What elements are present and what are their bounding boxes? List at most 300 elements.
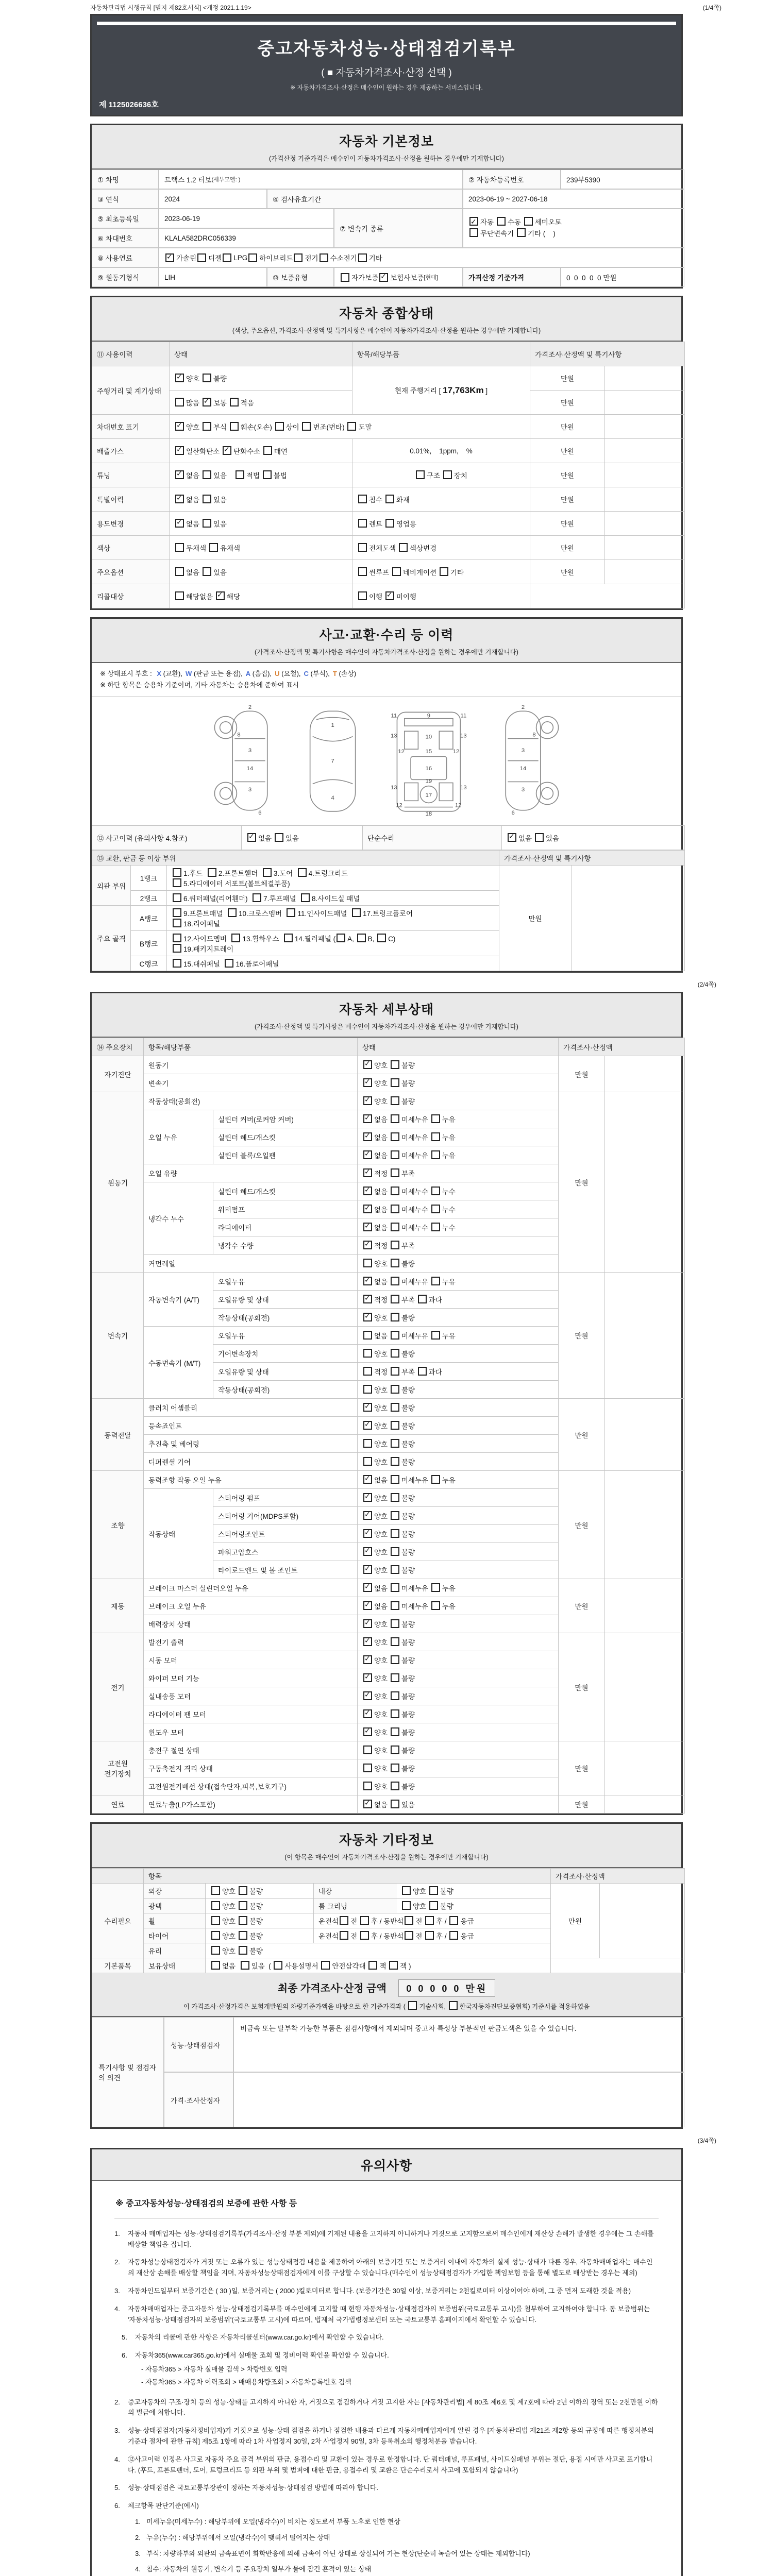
checkbox[interactable] [449,1931,458,1940]
table-cell: 고전원전기배선 상태(접속단자,피복,보호기구) [144,1777,358,1795]
checkbox[interactable] [363,1150,372,1159]
table-cell: ✓ 없음 미세누수 누수 [358,1200,559,1218]
checkbox[interactable] [469,217,478,226]
table-cell: ✓ 양호 불량 [358,1543,559,1561]
checkbox[interactable] [391,1637,399,1646]
checkbox[interactable] [239,1901,247,1910]
checkbox[interactable] [363,1655,372,1664]
value-transmission [463,209,684,248]
checkbox[interactable] [363,1764,372,1772]
checkbox[interactable] [402,1886,411,1895]
checkbox[interactable] [263,470,272,479]
table-cell [605,366,685,391]
table-cell: 만원 [530,512,605,536]
checkbox[interactable] [340,1931,348,1940]
table-cell: 만원 [499,866,572,971]
checkbox[interactable] [391,1331,399,1340]
checkbox[interactable] [175,374,184,382]
checkbox[interactable] [363,1637,372,1646]
checkbox[interactable] [497,217,506,226]
checkbox[interactable] [363,1313,372,1321]
detail-status-header [92,993,681,1038]
checkbox[interactable] [223,446,231,455]
checkbox[interactable] [363,1727,372,1736]
checkbox[interactable] [391,1745,399,1754]
checkbox[interactable] [402,1901,411,1910]
checkbox[interactable] [358,591,367,600]
checkbox[interactable] [211,1961,220,1970]
checkbox[interactable] [431,1331,440,1340]
table-cell: 배력장치 상태 [144,1615,358,1633]
checkbox[interactable] [379,273,388,282]
checkbox[interactable] [360,1916,369,1925]
checkbox[interactable] [274,1961,282,1970]
etc-info-table [92,1868,681,1973]
table-cell [572,866,685,971]
table-cell: 배출가스 [92,439,170,463]
checkbox[interactable] [340,1916,348,1925]
checkbox[interactable] [392,567,401,576]
legend-description: (손상) [337,670,357,677]
checkbox[interactable] [429,1901,438,1910]
checkbox[interactable] [203,519,211,528]
checkbox[interactable] [225,959,233,968]
table-header-cell: 가격조사·산정액 및 특기사항 [499,851,685,866]
checkbox[interactable] [337,934,345,942]
checkbox[interactable] [363,1259,372,1267]
table-cell: 실린더 헤드/개스킷 [213,1128,358,1146]
notice-number: 3. [114,2286,120,2295]
checkbox[interactable] [203,470,211,479]
checkbox[interactable] [416,470,425,479]
checkbox[interactable] [239,1916,247,1925]
checkbox[interactable] [391,1529,399,1538]
checkbox[interactable] [363,1619,372,1628]
diagram-panel-number: 13 [460,733,467,739]
table-cell: 작동상태(공회전) [213,1309,358,1327]
checkbox[interactable] [298,868,307,877]
checkbox[interactable] [391,1709,399,1718]
table-cell [605,1471,685,1579]
table-header-cell: 상태 [358,1038,559,1056]
checkbox[interactable] [302,422,311,431]
table-cell: 보유상태 [144,1958,206,1973]
checkbox[interactable] [449,1916,458,1925]
checkbox[interactable] [391,1619,399,1628]
etc-info-section [90,1822,683,2129]
checkbox[interactable] [363,1601,372,1610]
checkbox[interactable] [363,1078,372,1087]
checkbox[interactable] [363,1403,372,1412]
checkbox[interactable] [391,1367,399,1376]
checkbox[interactable] [363,1583,372,1592]
table-header-cell: 항목/해당부품 [144,1038,358,1056]
table-cell: ✓ 없음 미세누유 누유 [358,1128,559,1146]
checkbox[interactable] [363,1709,372,1718]
checkbox[interactable] [263,868,272,877]
checkbox[interactable] [223,253,231,262]
checkbox[interactable] [363,1277,372,1285]
table-cell: 만원 [530,391,605,415]
checkbox[interactable] [391,1691,399,1700]
checkbox[interactable] [391,1547,399,1556]
checkbox[interactable] [391,1241,399,1249]
checkbox[interactable] [363,1367,372,1376]
table-cell: 스티어링조인트 [213,1525,358,1543]
dark-header [92,15,681,115]
checkbox[interactable] [391,1385,399,1394]
table-cell: 만원 [530,560,605,584]
section-subtitle: (가격조사·산정액 및 특기사항은 매수인이 자동차가격조사·산정을 원하는 경우에만 기재합니다) [255,649,518,656]
checkbox[interactable] [391,1673,399,1682]
checkbox[interactable] [391,1349,399,1358]
checkbox[interactable] [391,1511,399,1520]
notice-text: 자동차의 리콜에 관한 사항은 자동차리콜센터(www.car.go.kr)에서 확인할 수 있습니다. [135,2333,384,2342]
checkbox[interactable] [173,944,181,953]
checkbox[interactable] [425,1931,434,1940]
diagram-panel-number: 10 [425,734,432,740]
table-cell: 렌트 영업용 [352,512,530,536]
checkbox[interactable] [211,1931,220,1940]
legend-symbol: X [157,670,161,677]
final-price-band [92,1973,681,2017]
checkbox[interactable] [173,893,181,902]
checkbox[interactable] [352,908,361,917]
checkbox[interactable] [294,253,303,262]
checkbox[interactable] [175,495,184,503]
checkbox[interactable] [418,1367,427,1376]
checkbox[interactable] [399,543,408,552]
checkbox[interactable] [443,470,452,479]
checkbox[interactable] [253,893,261,902]
table-cell: 오일누유 [213,1273,358,1291]
checkbox[interactable] [391,1114,399,1123]
checkbox[interactable] [391,1060,399,1069]
checkbox[interactable] [363,1800,372,1808]
checkbox[interactable] [363,1168,372,1177]
checkbox[interactable] [391,1259,399,1267]
notice-text: 자동차인도일부터 보증기간은 ( 30 )일, 보증거리는 ( 2000 )킬로미터로 합니다. (보증기간은 30일 이상, 보증거리는 2천킬로미터 이상이어야 하며, 그 중 먼저 도래한 것을 적용) [128,2286,631,2295]
checkbox[interactable] [239,1946,247,1955]
checkbox[interactable] [391,1295,399,1303]
basic-info-section [90,124,683,289]
table-cell: 광택 [144,1899,206,1913]
checkbox[interactable] [363,1349,372,1358]
checkbox[interactable] [385,495,394,503]
checkbox[interactable] [173,934,181,942]
table-cell: B랭크 [131,931,167,956]
checkbox[interactable] [391,1601,399,1610]
checkbox[interactable] [391,1132,399,1141]
table-cell: 만원 [559,1399,605,1471]
label-warranty-type: ⑩ 보증유형 [267,267,334,287]
table-cell: 1랭크 [131,866,167,891]
checkbox[interactable] [524,217,533,226]
checkbox[interactable] [247,833,256,842]
checkbox[interactable] [216,591,225,600]
checkbox[interactable] [535,833,544,842]
table-cell: ✓ 양호 불량 [358,1399,559,1417]
checkbox[interactable] [363,1511,372,1520]
checkbox[interactable] [341,273,349,282]
table-cell: ✓ 양호 불량 [358,1309,559,1327]
checkbox[interactable] [363,1673,372,1682]
label-first-registration: ⑤ 최초등록일 [92,209,159,228]
checkbox[interactable] [175,591,184,600]
checkbox[interactable] [517,228,526,237]
checkbox[interactable] [363,1205,372,1213]
checkbox[interactable] [391,1277,399,1285]
checkbox[interactable] [363,1114,372,1123]
checkbox[interactable] [429,1886,438,1895]
checkbox[interactable] [241,1961,249,1970]
checkbox[interactable] [363,1475,372,1484]
checkbox[interactable] [301,893,310,902]
checkbox[interactable] [275,833,283,842]
checkbox[interactable] [431,1150,440,1159]
table-cell: 양호 불량 [358,1255,559,1273]
checkbox[interactable] [385,591,394,600]
checkbox[interactable] [263,446,272,455]
checkbox[interactable] [391,1403,399,1412]
diagram-panel-number: 6 [258,810,262,817]
checkbox[interactable] [368,1961,377,1970]
transmission-options-1: ✓자동 수동 세미오토 [468,217,562,228]
checkbox[interactable] [391,1655,399,1664]
table-header-cell: 상태 [170,342,352,366]
checkbox[interactable] [236,470,244,479]
checkbox[interactable] [211,1946,220,1955]
checkbox[interactable] [391,1096,399,1105]
checkbox[interactable] [175,446,184,455]
checkbox[interactable] [363,1529,372,1538]
checkbox[interactable] [363,1096,372,1105]
checkbox[interactable] [175,470,184,479]
checkbox[interactable] [228,908,237,917]
checkbox[interactable] [358,567,367,576]
checkbox[interactable] [391,1078,399,1087]
etc-info-header [92,1824,681,1868]
checkbox[interactable] [363,1493,372,1502]
checkbox[interactable] [175,543,184,552]
checkbox[interactable] [363,1457,372,1466]
table-cell: ✓ 없음 미세누수 누수 [358,1218,559,1236]
legend-prefix: ※ 상태표시 부호 : [100,670,154,677]
checkbox[interactable] [449,2001,458,2010]
checkbox[interactable] [431,1132,440,1141]
notice-item [114,2397,659,2419]
checkbox[interactable] [363,1295,372,1303]
checkbox[interactable] [230,398,239,406]
section-title: 사고·교환·수리 등 이력 [319,628,454,642]
table-cell [605,512,685,536]
checkbox[interactable] [358,253,367,262]
checkbox[interactable] [208,868,216,877]
checkbox[interactable] [389,1961,398,1970]
table-cell: 만원 [559,1092,605,1273]
checkbox[interactable] [363,1241,372,1249]
table-cell: ⑫ 사고이력 (유의사항 4.참조) [92,826,242,850]
checkbox[interactable] [203,495,211,503]
checkbox[interactable] [363,1439,372,1448]
table-cell: 충전구 절연 상태 [144,1741,358,1759]
checkbox[interactable] [363,1132,372,1141]
checkbox[interactable] [320,253,328,262]
checkbox[interactable] [363,1331,372,1340]
checkbox[interactable] [211,1886,220,1895]
checkbox[interactable] [363,1782,372,1790]
checkbox[interactable] [363,1187,372,1195]
checkbox[interactable] [391,1223,399,1231]
checkbox[interactable] [431,1205,440,1213]
section-title: 자동차 종합상태 [339,307,434,321]
notice-item [114,2286,659,2297]
checkbox[interactable] [391,1205,399,1213]
checkbox[interactable] [391,1800,399,1808]
checkbox[interactable] [363,1223,372,1231]
checkbox[interactable] [173,878,181,887]
table-cell: 양호 불량 [206,1913,314,1928]
checkbox[interactable] [357,934,366,942]
checkbox[interactable] [469,228,478,237]
table-cell: 와이퍼 모터 기능 [144,1669,358,1687]
checkbox[interactable] [431,1475,440,1484]
checkbox[interactable] [175,519,184,528]
checkbox[interactable] [211,1916,220,1925]
checkbox[interactable] [508,833,516,842]
checkbox[interactable] [239,1886,247,1895]
checkbox[interactable] [287,908,295,917]
checkbox[interactable] [363,1060,372,1069]
label-base-price: 가격산정 기준가격 [463,267,561,287]
diagram-panel-number: 15 [425,749,432,755]
checkbox[interactable] [440,567,448,576]
page-marker-3: (3/4쪽) [697,2137,716,2145]
checkbox[interactable] [248,253,257,262]
checkbox[interactable] [360,1931,369,1940]
checkbox[interactable] [175,398,184,406]
checkbox[interactable] [385,519,394,528]
checkbox[interactable] [391,1421,399,1430]
form-meta-line [90,3,721,12]
checkbox[interactable] [275,422,284,431]
checkbox[interactable] [418,1295,427,1303]
checkbox[interactable] [203,422,211,431]
checkbox[interactable] [363,1385,372,1394]
table-cell [605,439,685,463]
document-title: 중고자동차성능·상태점검기록부 [257,39,516,59]
checkbox[interactable] [209,543,218,552]
table-cell: 만원 [559,1471,605,1579]
table-cell: 만원 [559,1633,605,1741]
checkbox[interactable] [231,934,240,942]
checkbox[interactable] [358,519,367,528]
table-cell: 없음 있음 ( 사용설명서 안전삼각대 잭 잭 ) [206,1958,551,1973]
diagram-panel-number: 6 [511,810,515,817]
section-title: 자동차 기본정보 [339,134,434,149]
checkbox[interactable] [230,422,239,431]
checkbox[interactable] [405,1931,413,1940]
table-cell: 튜닝 [92,463,170,487]
checkbox[interactable] [431,1601,440,1610]
checkbox[interactable] [391,1782,399,1790]
checkbox[interactable] [363,1565,372,1574]
checkbox[interactable] [197,253,206,262]
checkbox[interactable] [391,1583,399,1592]
checkbox[interactable] [391,1457,399,1466]
checkbox[interactable] [175,422,184,431]
table-cell: 만원 [559,1741,605,1795]
checkbox[interactable] [173,959,181,968]
diagram-panel-number: 17 [425,792,432,799]
checkbox[interactable] [391,1493,399,1502]
checkbox[interactable] [203,374,211,382]
table-cell: 양호 불량 [206,1899,314,1913]
checkbox[interactable] [408,2001,417,2010]
checkbox[interactable] [173,868,181,877]
checkbox[interactable] [391,1187,399,1195]
table-cell: 연료누출(LP가스포함) [144,1795,358,1814]
checkbox[interactable] [284,934,293,942]
checkbox[interactable] [203,567,211,576]
checkbox[interactable] [175,567,184,576]
table-cell: ✓ 없음 미세누유 누유 [358,1597,559,1615]
diagram-panel-number: 13 [391,733,397,739]
checkbox[interactable] [363,1421,372,1430]
checkbox[interactable] [211,1901,220,1910]
checkbox[interactable] [239,1931,247,1940]
checkbox[interactable] [347,422,356,431]
table-cell [605,1579,685,1633]
checkbox[interactable] [391,1565,399,1574]
checkbox[interactable] [321,1961,330,1970]
checkbox[interactable] [391,1439,399,1448]
checkbox[interactable] [431,1583,440,1592]
checkbox[interactable] [391,1475,399,1484]
checkbox[interactable] [363,1547,372,1556]
diagram-panel-number: 16 [425,766,432,772]
checkbox[interactable] [405,1916,413,1925]
checkbox[interactable] [165,253,174,262]
checkbox[interactable] [391,1313,399,1321]
checkbox[interactable] [391,1727,399,1736]
table-cell: 냉각수 수량 [213,1236,358,1255]
checkbox[interactable] [431,1223,440,1231]
checkbox[interactable] [431,1277,440,1285]
checkbox[interactable] [358,495,367,503]
checkbox[interactable] [358,543,367,552]
checkbox[interactable] [363,1691,372,1700]
checkbox[interactable] [173,919,181,927]
notice-subline: - 자동차365 > 자동차 이력조회 > 매매용차량조회 > 자동차등록번호 검색 [141,2378,351,2386]
checkbox[interactable] [431,1114,440,1123]
checkbox[interactable] [431,1187,440,1195]
table-cell: 구조 장치 [352,463,530,487]
checkbox[interactable] [363,1745,372,1754]
opinion-row-label-inspector: 성능·상태점검자 [164,2017,233,2072]
label-inspection-period: ④ 검사유효기간 [267,189,463,209]
table-cell: 유리 [144,1943,206,1958]
checkbox[interactable] [425,1916,434,1925]
checkbox[interactable] [391,1764,399,1772]
notice-text: 자동차365(www.car365.go.kr)에서 실매물 조회 및 정비이력 확인을 확인할 수 있습니다. - 자동차365 > 자동차 실매물 검색 > 차량번호 입력 - 자동차365 > 자동차 이력조회 > 매매용차량조회 > 자동차등록번호 검색 [135,2350,389,2389]
checkbox[interactable] [203,398,211,406]
checkbox[interactable] [377,934,386,942]
checkbox[interactable] [173,908,181,917]
checkbox[interactable] [391,1168,399,1177]
comprehensive-status-header [92,297,681,342]
checkbox[interactable] [391,1150,399,1159]
